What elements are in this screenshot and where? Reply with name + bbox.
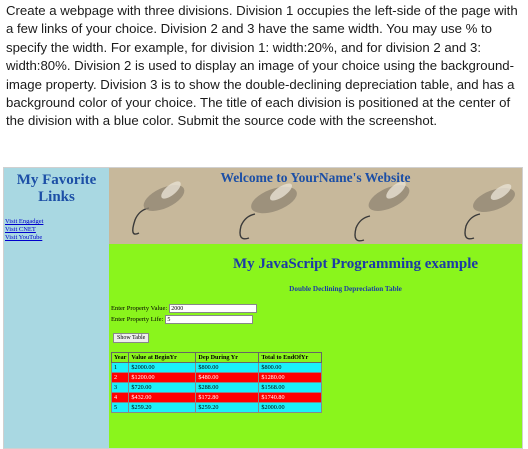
link-cnet[interactable]: Visit CNET bbox=[5, 226, 36, 233]
division-3-title: My JavaScript Programming example bbox=[232, 256, 479, 272]
cell-year: 2 bbox=[112, 373, 129, 383]
property-life-input[interactable] bbox=[165, 315, 253, 324]
cell-year: 4 bbox=[112, 393, 129, 403]
cell-total-end: $800.00 bbox=[259, 363, 322, 373]
cell-value-begin: $259.20 bbox=[129, 403, 196, 413]
property-life-label: Enter Property Life: bbox=[111, 316, 164, 323]
cell-total-end: $1280.00 bbox=[259, 373, 322, 383]
table-row bbox=[112, 383, 322, 393]
division-1-sidebar bbox=[4, 168, 109, 448]
assignment-instructions: Create a webpage with three divisions. Division 1 occupies the left-side of the page with a few links of your choice. Division 2 and 3 have the same width. You may use % to specify the width. For example, for division 1: width:20%, and for division 2 and 3: width:80%. Division 2 is used to display an image of your choice using the background-image property. Division 3 is to show the double-declining depreciation table, and has a background color of your choice. The title of each division is positioned at the center of the division with a blue color. Submit the source code with the screenshot. bbox=[6, 3, 518, 129]
cell-total-end: $1740.80 bbox=[259, 393, 322, 403]
cell-total-end: $1568.00 bbox=[259, 383, 322, 393]
link-engadget[interactable]: Visit Engadget bbox=[5, 218, 44, 225]
webpage-screenshot bbox=[3, 167, 523, 449]
header-total-end: Total to EndOfYr bbox=[259, 353, 322, 363]
division-2-banner bbox=[109, 168, 522, 244]
cell-dep-during: $259.20 bbox=[196, 403, 259, 413]
table-header-row bbox=[112, 353, 322, 363]
cell-year: 5 bbox=[112, 403, 129, 413]
header-year: Year bbox=[112, 353, 129, 363]
depreciation-table-title: Double Declining Depreciation Table bbox=[289, 285, 402, 293]
cell-year: 3 bbox=[112, 383, 129, 393]
cell-value-begin: $432.00 bbox=[129, 393, 196, 403]
table-row bbox=[112, 403, 322, 413]
cell-year: 1 bbox=[112, 363, 129, 373]
property-value-input[interactable] bbox=[169, 304, 257, 313]
property-value-label: Enter Property Value: bbox=[111, 305, 168, 312]
link-youtube[interactable]: Visit YouTube bbox=[5, 234, 43, 241]
header-value-begin: Value at BeginYr bbox=[129, 353, 196, 363]
table-row bbox=[112, 393, 322, 403]
cell-dep-during: $288.00 bbox=[196, 383, 259, 393]
cell-dep-during: $800.00 bbox=[196, 363, 259, 373]
show-table-button[interactable]: Show Table bbox=[113, 333, 149, 343]
header-dep-during: Dep During Yr bbox=[196, 353, 259, 363]
cell-dep-during: $172.80 bbox=[196, 393, 259, 403]
link-list bbox=[4, 218, 109, 242]
cell-value-begin: $1200.00 bbox=[129, 373, 196, 383]
property-form bbox=[109, 303, 522, 325]
depreciation-table bbox=[111, 352, 322, 413]
cell-value-begin: $2000.00 bbox=[129, 363, 196, 373]
table-row bbox=[112, 373, 322, 383]
division-3-content bbox=[109, 244, 522, 448]
division-1-title: My Favorite Links bbox=[16, 172, 97, 205]
cell-value-begin: $720.00 bbox=[129, 383, 196, 393]
division-2-title: Welcome to YourName's Website bbox=[220, 170, 411, 185]
table-row bbox=[112, 363, 322, 373]
cell-total-end: $2000.00 bbox=[259, 403, 322, 413]
cell-dep-during: $480.00 bbox=[196, 373, 259, 383]
